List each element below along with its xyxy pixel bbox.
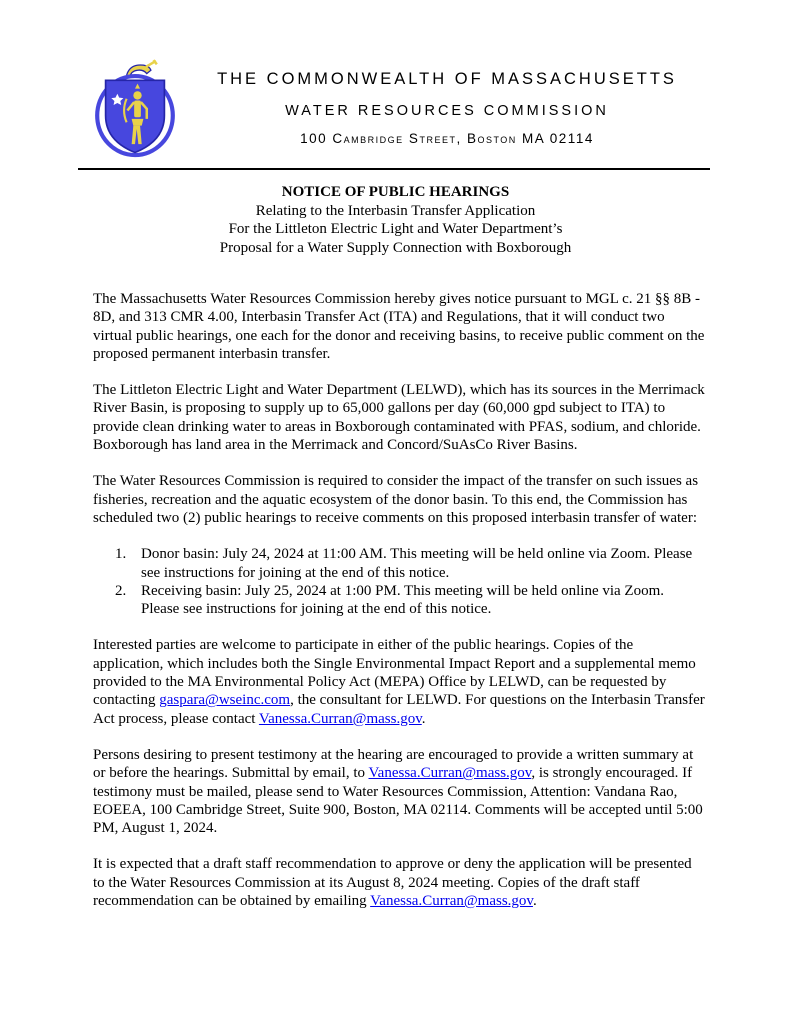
paragraph-recommendation <box>93 855 705 910</box>
paragraph-hearings: The Water Resources Commission is required to consider the impact of the transfer on such issues as fisheries, recreation and the aquatic ecosystem of the donor basin. To this end, the Commission has scheduled two (2) public hearings to receive comments on this proposed interbasin transfer of water: <box>93 473 699 526</box>
paragraph-text: , the consultant for LELWD. For questions on the Interbasin Transfer Act process, please contact <box>93 692 705 727</box>
paragraph-text: Persons desiring to present testimony at the hearing are encouraged to provide a written summary at or before the hearings. Submittal by email, to <box>93 746 694 782</box>
email-link-vanessa-curran[interactable]: Vanessa.Curran@mass.gov <box>368 765 532 782</box>
email-link-vanessa-curran[interactable]: Vanessa.Curran@mass.gov <box>370 893 533 910</box>
notice-subtitle-2: For the Littleton Electric Light and Water Department’s <box>228 221 563 237</box>
paragraph-proposal: The Littleton Electric Light and Water Department (LELWD), which has its sources in the Merrimack River Basin, is proposing to supply up to 65,000 gallons per day (60,000 gpd subject to ITA) to provide clean drinking water to areas in Boxborough contaminated with PFAS, sodium, and chloride. Boxborough has land area in the Merrimack and Concord/SuAsCo River Basins. <box>93 382 705 454</box>
hearing-receiving-basin: Receiving basin: July 25, 2024 at 1:00 PM. This meeting will be held online via Zoom. Please see instructions for joining at the end of this notice. <box>141 582 665 618</box>
org-address: 100 Cambridge Street, Boston MA 02114 <box>300 131 594 146</box>
paragraph-intro: The Massachusetts Water Resources Commission hereby gives notice pursuant to MGL c. 21 §§ 8B - 8D, and 313 CMR 4.00, Interbasin Transfer Act (ITA) and Regulations, that it will conduct two virtual public hearings, one each for the donor and receiving basins, to receive public comment on the proposed permanent interbasin transfer. <box>93 291 705 362</box>
massachusetts-seal-logo-icon <box>93 58 177 158</box>
list-item <box>115 545 705 582</box>
notice-body <box>93 290 705 910</box>
paragraph-text: It is expected that a draft staff recommendation to approve or deny the application will be presented to the Water Resources Commission at its August 8, 2024 meeting. Copies of the draft staff recommendation can be obtained by emailing <box>93 856 692 910</box>
list-number: 2. <box>115 582 127 599</box>
header-divider <box>78 168 710 170</box>
paragraph-text: . <box>421 710 426 727</box>
email-link-consultant[interactable]: gaspara@wseinc.com <box>159 692 291 709</box>
notice-subtitle-3: Proposal for a Water Supply Connection with Boxborough <box>219 239 572 256</box>
org-division: WATER RESOURCES COMMISSION <box>285 103 609 119</box>
paragraph-text: Interested parties are welcome to participate in either of the public hearings. Copies of the application, which includes both the Single Environmental Impact Report and a supplemental memo provided to the MA Environmental Policy Act (MEPA) Office by LELWD, can be requested by contacting <box>93 637 696 709</box>
letterhead <box>0 0 791 158</box>
notice-subtitle-1: Relating to the Interbasin Transfer Application <box>255 202 536 219</box>
letterhead-text <box>191 70 703 146</box>
org-name: THE COMMONWEALTH OF MASSACHUSETTS <box>217 70 677 88</box>
paragraph-participation <box>93 636 705 727</box>
paragraph-testimony <box>93 746 705 837</box>
hearing-list <box>115 545 705 618</box>
paragraph-text: . <box>532 893 537 910</box>
email-link-vanessa-curran[interactable]: Vanessa.Curran@mass.gov <box>258 710 422 727</box>
list-item <box>115 582 705 619</box>
hearing-donor-basin: Donor basin: July 24, 2024 at 11:00 AM. This meeting will be held online via Zoom. Please see instructions for joining at the end of this notice. <box>141 546 693 581</box>
paragraph-text: , is strongly encouraged. If testimony must be mailed, please send to Water Resources Commission, Attention: Vandana Rao, EOEEA, 100 Cambridge Street, Suite 900, Boston, MA 02114. Comments will be accepted until 5:00 PM, August 1, 2024. <box>93 765 703 837</box>
title-block <box>0 183 791 257</box>
list-number: 1. <box>115 546 127 563</box>
notice-heading: NOTICE OF PUBLIC HEARINGS <box>281 184 510 200</box>
